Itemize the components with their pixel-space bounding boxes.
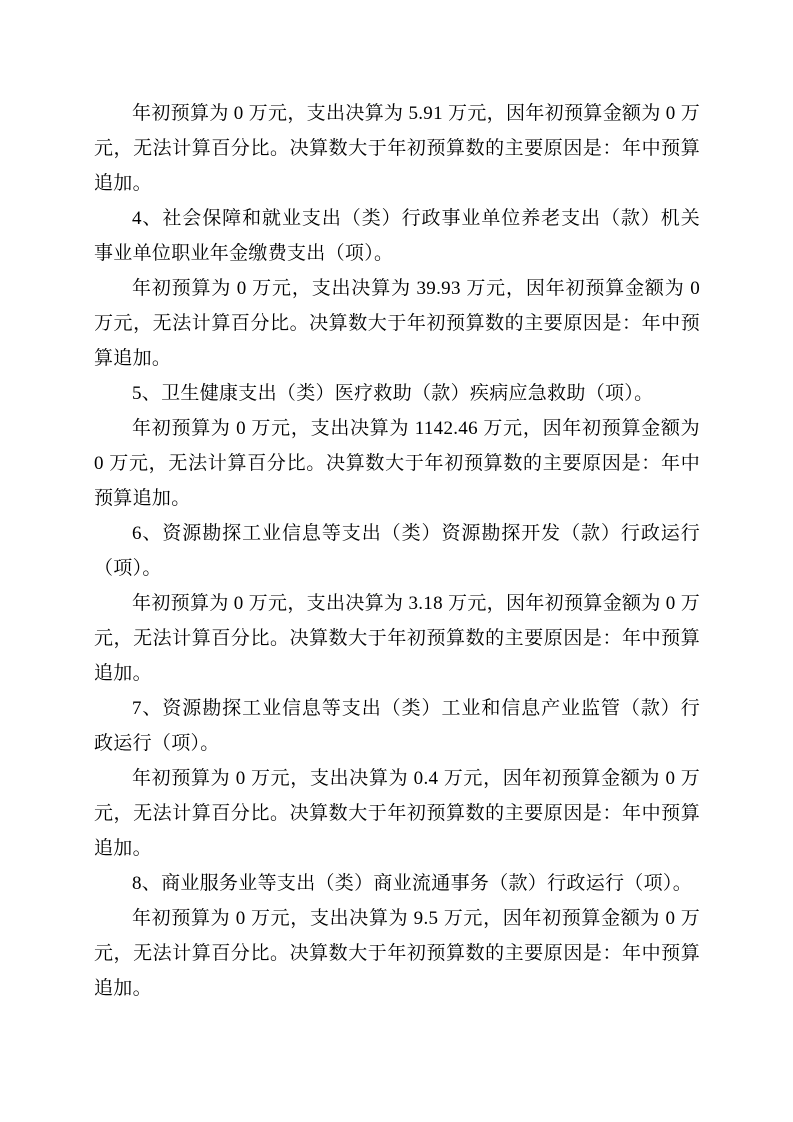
paragraph-budget-note: 年初预算为 0 万元，支出决算为 3.18 万元，因年初预算金额为 0 万元，无法计算百分比。决算数大于年初预算数的主要原因是：年中预算追加。 <box>94 593 700 684</box>
paragraph-budget-note: 年初预算为 0 万元，支出决算为 5.91 万元，因年初预算金额为 0 万元，无法计算百分比。决算数大于年初预算数的主要原因是：年中预算追加。 <box>94 103 700 194</box>
paragraph-item-7-heading: 7、资源勘探工业信息等支出（类）工业和信息产业监管（款）行政运行（项）。 <box>94 698 700 754</box>
paragraph-item-8-heading: 8、商业服务业等支出（类）商业流通事务（款）行政运行（项）。 <box>132 873 693 894</box>
paragraph-item-4-heading: 4、社会保障和就业支出（类）行政事业单位养老支出（款）机关事业单位职业年金缴费支出（项）。 <box>94 208 700 264</box>
paragraph-budget-note: 年初预算为 0 万元，支出决算为 9.5 万元，因年初预算金额为 0 万元，无法计算百分比。决算数大于年初预算数的主要原因是：年中预算追加。 <box>94 908 700 999</box>
document-body <box>94 96 700 1006</box>
paragraph-budget-note: 年初预算为 0 万元，支出决算为 1142.46 万元，因年初预算金额为 0 万元，无法计算百分比。决算数大于年初预算数的主要原因是：年中预算追加。 <box>94 418 700 509</box>
paragraph-budget-note: 年初预算为 0 万元，支出决算为 0.4 万元，因年初预算金额为 0 万元，无法计算百分比。决算数大于年初预算数的主要原因是：年中预算追加。 <box>94 768 700 859</box>
paragraph-item-5-heading: 5、卫生健康支出（类）医疗救助（款）疾病应急救助（项）。 <box>132 383 654 404</box>
paragraph-budget-note: 年初预算为 0 万元，支出决算为 39.93 万元，因年初预算金额为 0 万元，无法计算百分比。决算数大于年初预算数的主要原因是：年中预算追加。 <box>94 278 700 369</box>
paragraph-item-6-heading: 6、资源勘探工业信息等支出（类）资源勘探开发（款）行政运行（项）。 <box>94 523 700 579</box>
